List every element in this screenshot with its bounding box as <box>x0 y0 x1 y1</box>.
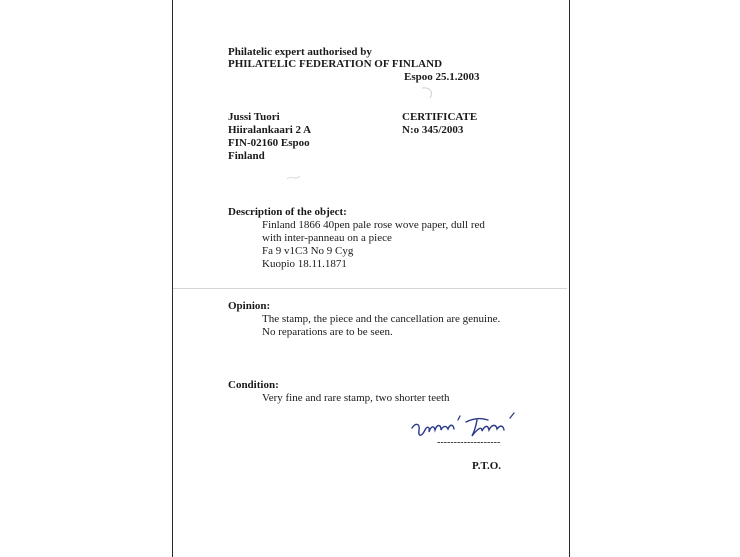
description-line: Fa 9 v1C3 No 9 Cyg <box>262 245 354 257</box>
expert-country: Finland <box>228 150 265 162</box>
header-federation: PHILATELIC FEDERATION OF FINLAND <box>228 58 443 70</box>
description-line: Finland 1866 40pen pale rose wove paper, dull red <box>262 219 485 231</box>
opinion-line: No reparations are to be seen. <box>262 326 393 338</box>
header-line-1: Philatelic expert authorised by <box>228 46 372 58</box>
pencil-mark <box>420 86 436 100</box>
opinion-heading: Opinion: <box>228 300 271 312</box>
condition-text: Very fine and rare stamp, two shorter teeth <box>262 392 450 404</box>
certificate-sheet <box>172 0 570 557</box>
paper-fold-line <box>173 288 567 289</box>
pencil-mark <box>286 173 302 183</box>
signature-rule: ------------------- <box>437 437 501 448</box>
description-line: with inter-panneau on a piece <box>262 232 392 244</box>
description-heading: Description of the object: <box>228 206 347 218</box>
opinion-line: The stamp, the piece and the cancellation are genuine. <box>262 313 501 325</box>
expert-postcode-city: FIN-02160 Espoo <box>228 137 310 149</box>
pto-note: P.T.O. <box>472 460 502 472</box>
place-date: Espoo 25.1.2003 <box>404 71 480 83</box>
certificate-title: CERTIFICATE <box>402 111 478 123</box>
condition-heading: Condition: <box>228 379 279 391</box>
description-line: Kuopio 18.11.1871 <box>262 258 347 270</box>
expert-name: Jussi Tuori <box>228 111 280 123</box>
expert-street: Hiiralankaari 2 A <box>228 124 312 136</box>
certificate-number: N:o 345/2003 <box>402 124 464 136</box>
